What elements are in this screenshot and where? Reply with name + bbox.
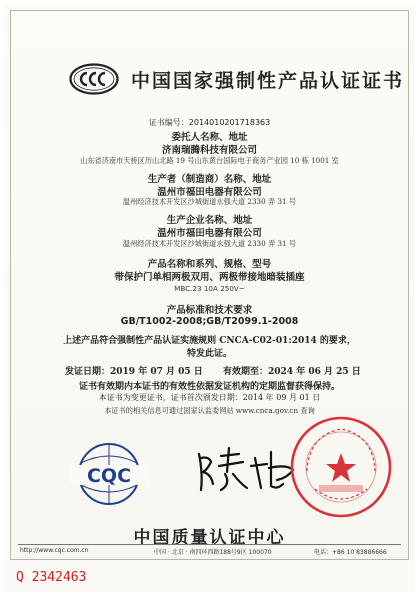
issue-date-label: 发证日期：: [65, 367, 111, 377]
certificate-page: [4, 4, 415, 592]
cqc-logo-text: CQC: [86, 465, 132, 487]
change-certificate-line: 本证书为变更证书，证书首次颁发日期：2014 年 09 月 01 日: [98, 393, 321, 402]
issuing-organization-name: 中国质量认证中心: [133, 528, 286, 548]
manufacturer-name: 温州市福田电器有限公司: [157, 187, 262, 198]
ccc-logo-icon: [69, 63, 119, 95]
client-label: 委托人名称、地址: [171, 132, 248, 143]
query-website-line: 本证书的相关信息可通过国家认监委网站 www.cnca.gov.cn 查询: [104, 406, 315, 415]
signature-icon: [191, 444, 301, 494]
footer-address: 中国 · 北京 · 南四环西路188号9区 100070: [154, 549, 272, 556]
valid-date-row: [223, 364, 361, 377]
certification-seal-icon: [289, 415, 393, 519]
validity-note: 证书有效期内本证书的有效性依据发证机构的定期监督获得保持。: [78, 382, 340, 392]
statement-line-1: 上述产品符合强制性产品认证实施规则 CNCA-C02-01:2014 的要求，: [63, 336, 356, 346]
issue-date: 2019 年 07 月 05 日: [110, 367, 203, 377]
standard-label: 产品标准和技术要求: [166, 305, 253, 316]
issue-date-row: [65, 364, 203, 377]
certificate-number-label: 证书编号：: [148, 118, 189, 127]
footer-divider: [18, 544, 401, 545]
certificate-frame: [10, 10, 409, 560]
factory-label: 生产企业名称、地址: [166, 215, 253, 226]
certificate-number: 2014010201718363: [188, 118, 271, 127]
factory-name: 温州市福田电器有限公司: [157, 228, 262, 239]
footer-phone: 电话：+86 10 83886666: [314, 549, 387, 556]
client-name: 济南瑞腾科技有限公司: [161, 145, 257, 156]
product-model: MBC.23 10A 250V~: [174, 284, 245, 293]
certificate-number-row: [11, 110, 408, 129]
certificate-header: [11, 63, 408, 97]
manufacturer-address: 温州经济技术开发区沙城街道永强大道 2330 弄 31 号: [122, 197, 297, 206]
certificate-title: 中国国家强制性产品认证证书: [131, 70, 405, 92]
product-name: 带保护门单相两极双用、两极带接地暗装插座: [114, 272, 305, 283]
product-label: 产品名称和系列、规格、型号: [147, 259, 272, 270]
client-address: 山东省济南市天桥区历山北路 19 号山东黄台国际电子商务产业园 10 栋 1001 室: [80, 156, 339, 165]
serial-number: Q 2342463: [16, 570, 87, 585]
standard-value: GB/T1002-2008;GB/T2099.1-2008: [120, 316, 299, 327]
manufacturer-label: 生产者（制造商）名称、地址: [147, 174, 272, 185]
cqc-logo-icon: [63, 441, 155, 507]
footer-website[interactable]: http://www.cqc.com.cn: [20, 547, 89, 554]
factory-address: 温州经济技术开发区沙城街道永强大道 2330 弄 31 号: [122, 239, 297, 248]
valid-date-label: 有效期至：: [223, 367, 269, 377]
statement-line-2: 特发此证。: [186, 349, 232, 359]
valid-date: 2024 年 06 月 25 日: [268, 367, 361, 377]
